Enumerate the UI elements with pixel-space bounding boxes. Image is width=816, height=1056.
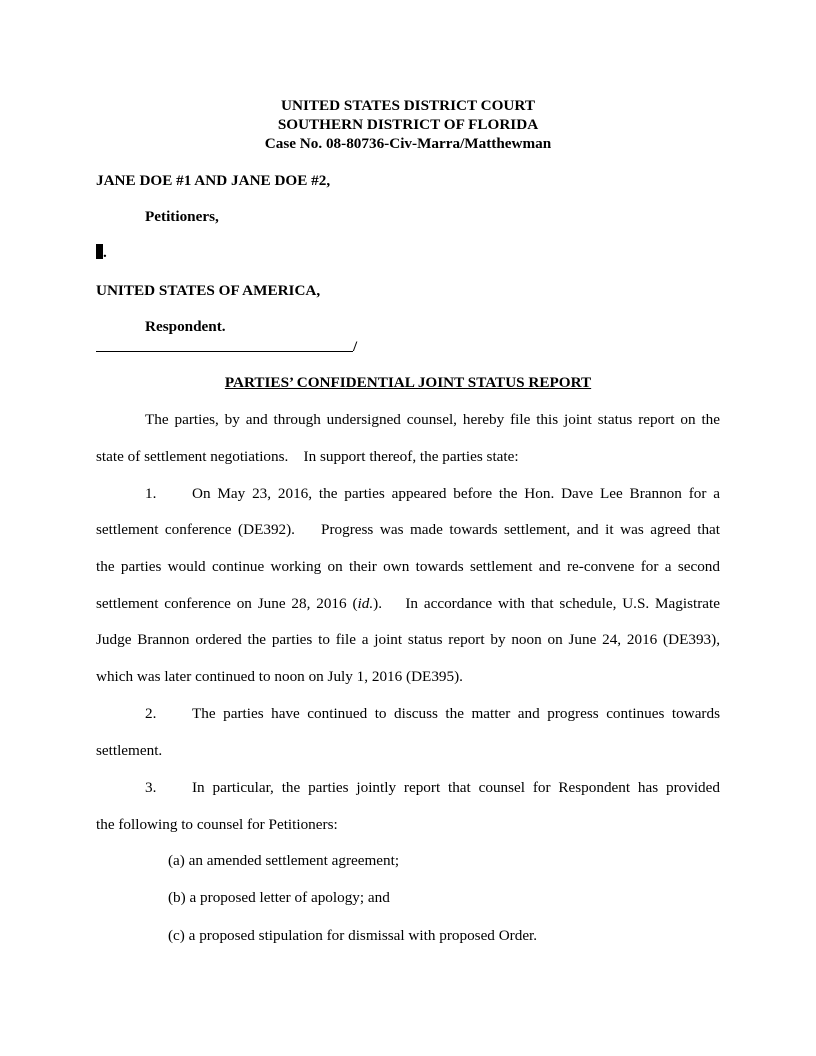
para1-number: 1.	[145, 485, 157, 502]
para2-line-2: settlement.	[96, 742, 163, 759]
caption-slash: /	[353, 338, 358, 355]
petitioners-names: JANE DOE #1 AND JANE DOE #2,	[96, 172, 331, 189]
versus-line	[96, 244, 107, 262]
respondent-label: Respondent.	[145, 318, 226, 335]
list-item	[168, 927, 537, 945]
para3-line-2: the following to counsel for Petitioners:	[96, 816, 338, 833]
para2-line-1: The parties have continued to discuss the matter and progress continues towards	[192, 705, 720, 722]
intro-line-1: The parties, by and through undersigned counsel, hereby file this joint status report on the	[145, 411, 720, 428]
document-title	[0, 374, 816, 392]
para1-line-2: settlement conference (DE392). Progress was made towards settlement, and it was agreed that	[96, 521, 720, 538]
petitioners-label: Petitioners,	[145, 208, 219, 225]
list-item	[168, 889, 390, 907]
list-item-label: (a)	[168, 852, 185, 869]
intro-line-2: state of settlement negotiations. In support thereof, the parties state:	[96, 448, 519, 465]
para1-line-1: On May 23, 2016, the parties appeared before the Hon. Dave Lee Brannon for a	[192, 485, 720, 502]
court-name: UNITED STATES DISTRICT COURT	[281, 97, 535, 114]
list-item-text: a proposed stipulation for dismissal with proposed Order.	[188, 927, 538, 944]
document-title-text: PARTIES’ CONFIDENTIAL JOINT STATUS REPORT	[224, 374, 592, 391]
para3-number: 3.	[145, 779, 157, 796]
underline-rule	[96, 337, 353, 352]
para1-line-3: the parties would continue working on their own towards settlement and re-convene for a second	[96, 558, 720, 575]
para3-line-1: In particular, the parties jointly report that counsel for Respondent has provided	[192, 779, 720, 796]
respondent-name: UNITED STATES OF AMERICA,	[96, 282, 321, 299]
list-item-text: an amended settlement agreement;	[188, 852, 400, 869]
para1-line-6: which was later continued to noon on July 1, 2016 (DE395).	[96, 668, 463, 685]
list-item-label: (b)	[168, 889, 186, 906]
district-name: SOUTHERN DISTRICT OF FLORIDA	[277, 116, 539, 133]
para1-id-citation: id.	[357, 595, 374, 612]
para2-number: 2.	[145, 705, 157, 722]
redaction-block	[96, 244, 103, 259]
list-item	[168, 852, 399, 870]
para1-line-4-b: ). In accordance with that schedule, U.S. Magistrate	[373, 595, 721, 612]
case-number: Case No. 08-80736-Civ-Marra/Matthewman	[264, 135, 552, 152]
versus-suffix: .	[103, 244, 107, 261]
caption-signature-line	[96, 337, 357, 356]
para1-line-4	[96, 595, 720, 613]
list-item-text: a proposed letter of apology; and	[189, 889, 390, 906]
para1-line-4-a: settlement conference on June 28, 2016 (	[96, 595, 358, 612]
list-item-label: (c)	[168, 927, 185, 944]
para1-line-5: Judge Brannon ordered the parties to file a joint status report by noon on June 24, 2016 (DE393),	[96, 631, 720, 648]
